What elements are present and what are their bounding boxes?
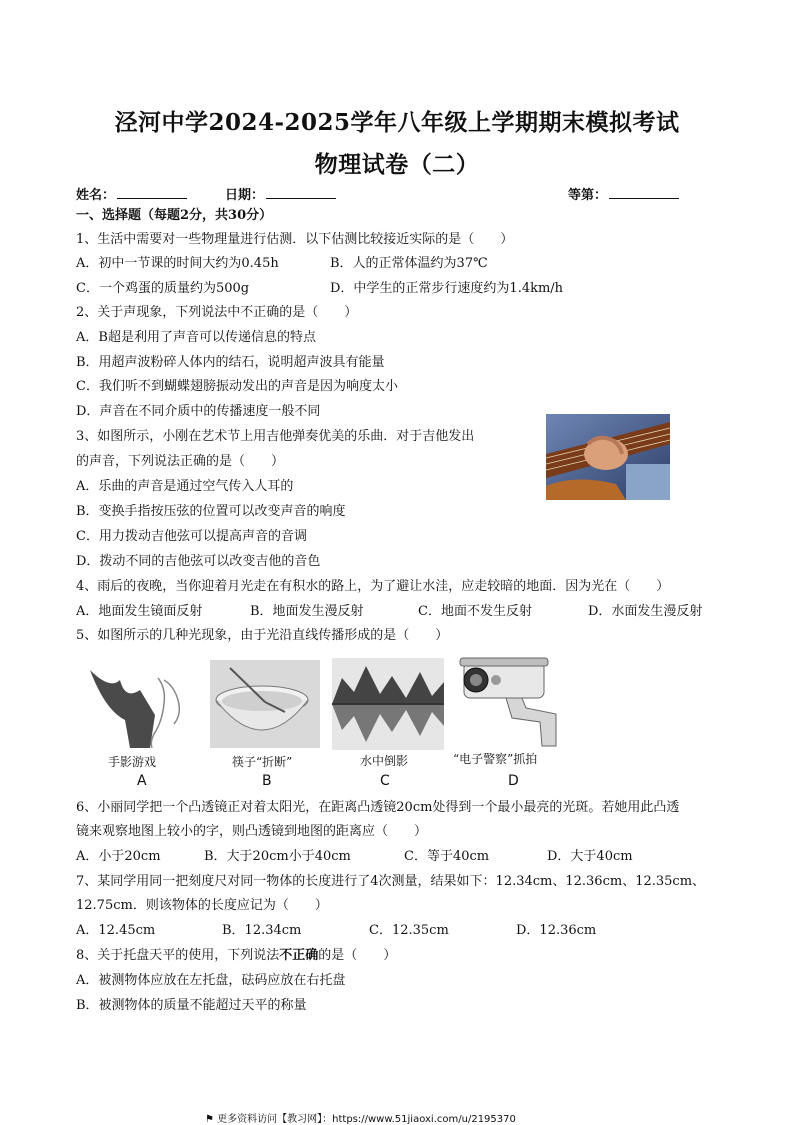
footer-link[interactable] <box>205 1110 516 1125</box>
question-6-line-1: 6、小丽同学把一个凸透镜正对着太阳光，在距离凸透镜20cm处得到一个最小最亮的光斑。若她用此凸透 <box>76 800 680 815</box>
question-3-line-1: 3、如图所示，小刚在艺术节上用吉他弹奏优美的乐曲．对于吉他发出 <box>76 429 475 444</box>
q6-option-d: D．大于40cm <box>547 849 633 864</box>
q7-option-b: B．12.34cm <box>222 923 302 938</box>
footer-text: 更多资料访问【教习网】：https://www.51jiaoxi.com/u/2195370 <box>217 1114 516 1125</box>
q7-option-a: A．12.45cm <box>76 923 156 938</box>
q2-option-c: C．我们听不到蝴蝶翅膀振动发出的声音是因为响度太小 <box>76 379 398 394</box>
question-4: 4、雨后的夜晚，当你迎着月光走在有积水的路上，为了避让水洼，应走较暗的地面．因为光在（ ） <box>76 579 670 594</box>
question-5: 5、如图所示的几种光现象，由于光沿直线传播形成的是（ ） <box>76 628 449 643</box>
question-6-line-2: 镜来观察地图上较小的字，则凸透镜到地图的距离应（ ） <box>76 824 428 839</box>
q8-option-b: B．被测物体的质量不能超过天平的称量 <box>76 998 307 1013</box>
name-blank <box>117 186 187 199</box>
q7-option-c: C．12.35cm <box>369 923 449 938</box>
q3-option-a: A．乐曲的声音是通过空气传入人耳的 <box>76 479 294 494</box>
question-7-line-2: 12.75cm．则该物体的长度应记为（ ） <box>76 898 328 913</box>
figure-d-traffic-camera <box>456 656 566 748</box>
q1-option-d: D．中学生的正常步行速度约为1.4km/h <box>330 281 564 296</box>
question-1: 1、生活中需要对一些物理量进行估测．以下估测比较接近实际的是（ ） <box>76 232 514 247</box>
q7-option-d: D．12.36cm <box>516 923 597 938</box>
q8-emphasis: 不正确 <box>279 948 319 963</box>
figure-d-letter: D <box>508 773 519 789</box>
question-2: 2、关于声现象，下列说法中不正确的是（ ） <box>76 305 358 320</box>
figure-c-letter: C <box>380 773 390 789</box>
figure-b-letter: B <box>262 773 272 789</box>
flag-icon: ⚑ <box>205 1114 218 1125</box>
name-field <box>76 186 187 204</box>
section-heading: 一、选择题（每题2分，共30分） <box>76 208 273 223</box>
q8-suffix: 的是（ ） <box>318 948 397 963</box>
q2-option-d: D．声音在不同介质中的传播速度一般不同 <box>76 404 321 419</box>
figure-c-water-reflection <box>332 658 444 750</box>
q4-option-a: A．地面发生镜面反射 <box>76 604 203 619</box>
question-3-line-2: 的声音，下列说法正确的是（ ） <box>76 454 285 469</box>
figure-c-caption: 水中倒影 <box>360 754 409 768</box>
q1-option-c: C．一个鸡蛋的质量约为500g <box>76 281 250 296</box>
q8-prefix: 8、关于托盘天平的使用，下列说法 <box>76 948 280 963</box>
date-field <box>225 186 336 204</box>
figure-d-caption: “电子警察”抓拍 <box>453 752 538 766</box>
name-label: 姓名： <box>76 188 116 203</box>
q8-option-a: A．被测物体应放在左托盘，砝码应放在右托盘 <box>76 973 346 988</box>
q6-option-b: B．大于20cm小于40cm <box>204 849 351 864</box>
q2-option-b: B．用超声波粉碎人体内的结石，说明超声波具有能量 <box>76 355 385 370</box>
grade-blank <box>609 186 679 199</box>
q3-option-b: B．变换手指按压弦的位置可以改变声音的响度 <box>76 504 346 519</box>
grade-field <box>568 186 679 204</box>
q3-option-d: D．拨动不同的吉他弦可以改变吉他的音色 <box>76 554 321 569</box>
date-label: 日期： <box>225 188 265 203</box>
q1-option-b: B．人的正常体温约为37℃ <box>330 256 488 271</box>
q6-option-a: A．小于20cm <box>76 849 161 864</box>
figure-b-caption: 筷子“折断” <box>232 755 293 769</box>
date-blank <box>266 186 336 199</box>
figure-a-letter: A <box>137 773 147 789</box>
figure-a-hand-shadow <box>80 660 190 748</box>
question-8 <box>76 948 396 964</box>
q3-option-c: C．用力拨动吉他弦可以提高声音的音调 <box>76 529 307 544</box>
grade-label: 等第： <box>568 188 608 203</box>
q6-option-c: C．等于40cm <box>404 849 490 864</box>
figure-a-caption: 手影游戏 <box>108 755 157 769</box>
q2-option-a: A．B超是利用了声音可以传递信息的特点 <box>76 330 316 345</box>
guitar-photo <box>546 414 670 500</box>
question-7-line-1: 7、某同学用同一把刻度尺对同一物体的长度进行了4次测量，结果如下：12.34cm、12.36cm、12.35cm、 <box>76 874 706 889</box>
exam-subtitle: 物理试卷（二） <box>314 151 480 178</box>
q4-option-d: D．水面发生漫反射 <box>588 604 703 619</box>
q4-option-b: B．地面发生漫反射 <box>250 604 364 619</box>
q4-option-c: C．地面不发生反射 <box>418 604 532 619</box>
exam-title: 泾河中学2024-2025学年八年级上学期期末模拟考试 <box>114 109 680 136</box>
figure-b-chopsticks-bowl <box>210 660 320 748</box>
q1-option-a: A．初中一节课的时间大约为0.45h <box>76 256 279 271</box>
